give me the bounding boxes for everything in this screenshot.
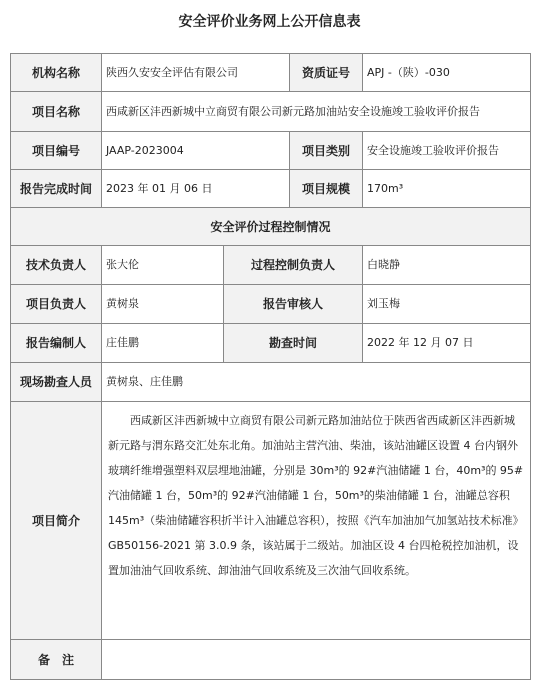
row-report-date: [11, 170, 531, 208]
info-table: [10, 53, 531, 680]
report-reviewer-label: 报告审核人: [224, 285, 363, 324]
project-lead-value: 黄树泉: [102, 285, 224, 324]
org-name-label: 机构名称: [11, 54, 102, 92]
row-project-intro: [11, 402, 531, 640]
report-author-label: 报告编制人: [11, 324, 102, 363]
row-remarks: [11, 640, 531, 680]
row-tech-lead: [11, 246, 531, 285]
page-title: 安全评价业务网上公开信息表: [178, 14, 361, 30]
row-project-lead: [11, 285, 531, 324]
row-org: [11, 54, 531, 92]
process-lead-value: 白晓静: [363, 246, 531, 285]
tech-lead-value: 张大伦: [102, 246, 224, 285]
project-type-label: 项目类别: [290, 132, 363, 170]
project-no-value: JAAP-2023004: [102, 132, 290, 170]
review-time-label: 勘查时间: [224, 324, 363, 363]
report-date-value: 2023 年 01 月 06 日: [102, 170, 290, 208]
site-survey-label: 现场勘查人员: [11, 363, 102, 402]
row-site-survey: [11, 363, 531, 402]
project-intro-value: 西咸新区沣西新城中立商贸有限公司新元路加油站位于陕西省西咸新区沣西新城新元路与渭东路交汇处东北角。加油站主营汽油、柴油，该站油罐区设置 4 台内钢外玻璃纤维增强塑料双层埋地油罐，分别是 30m³的 92#汽油储罐 1 台，40m³的 95#汽油储罐 1 台，50m³的 92#汽油储罐 1 台，50m³的柴油储罐 1 台，油罐总容积 145m³（柴油储罐容积折半计入油罐总容积），按照《汽车加油加气加氢站技术标准》GB50156-2021 第 3.0.9 条，该站属于二级站。加油区设 4 台四枪税控加油机，设置加油油气回收系统、卸油油气回收系统及三次油气回收系统。: [102, 402, 531, 640]
process-section-header: 安全评价过程控制情况: [11, 208, 531, 246]
project-intro-label: 项目简介: [11, 402, 102, 640]
cert-no-value: APJ -（陕）-030: [363, 54, 531, 92]
project-scale-value: 170m³: [363, 170, 531, 208]
row-project-no: [11, 132, 531, 170]
project-no-label: 项目编号: [11, 132, 102, 170]
row-report-author: [11, 324, 531, 363]
project-lead-label: 项目负责人: [11, 285, 102, 324]
report-author-value: 庄佳鹏: [102, 324, 224, 363]
remarks-value: [102, 640, 531, 680]
org-name-value: 陕西久安安全评估有限公司: [102, 54, 290, 92]
site-survey-value: 黄树泉、庄佳鹏: [102, 363, 531, 402]
remarks-label: 备 注: [11, 640, 102, 680]
review-time-value: 2022 年 12 月 07 日: [363, 324, 531, 363]
project-type-value: 安全设施竣工验收评价报告: [363, 132, 531, 170]
project-name-value: 西咸新区沣西新城中立商贸有限公司新元路加油站安全设施竣工验收评价报告: [102, 92, 531, 132]
process-lead-label: 过程控制负责人: [224, 246, 363, 285]
tech-lead-label: 技术负责人: [11, 246, 102, 285]
project-scale-label: 项目规模: [290, 170, 363, 208]
row-project-name: [11, 92, 531, 132]
project-name-label: 项目名称: [11, 92, 102, 132]
row-section-header: [11, 208, 531, 246]
report-date-label: 报告完成时间: [11, 170, 102, 208]
report-reviewer-value: 刘玉梅: [363, 285, 531, 324]
cert-no-label: 资质证号: [290, 54, 363, 92]
